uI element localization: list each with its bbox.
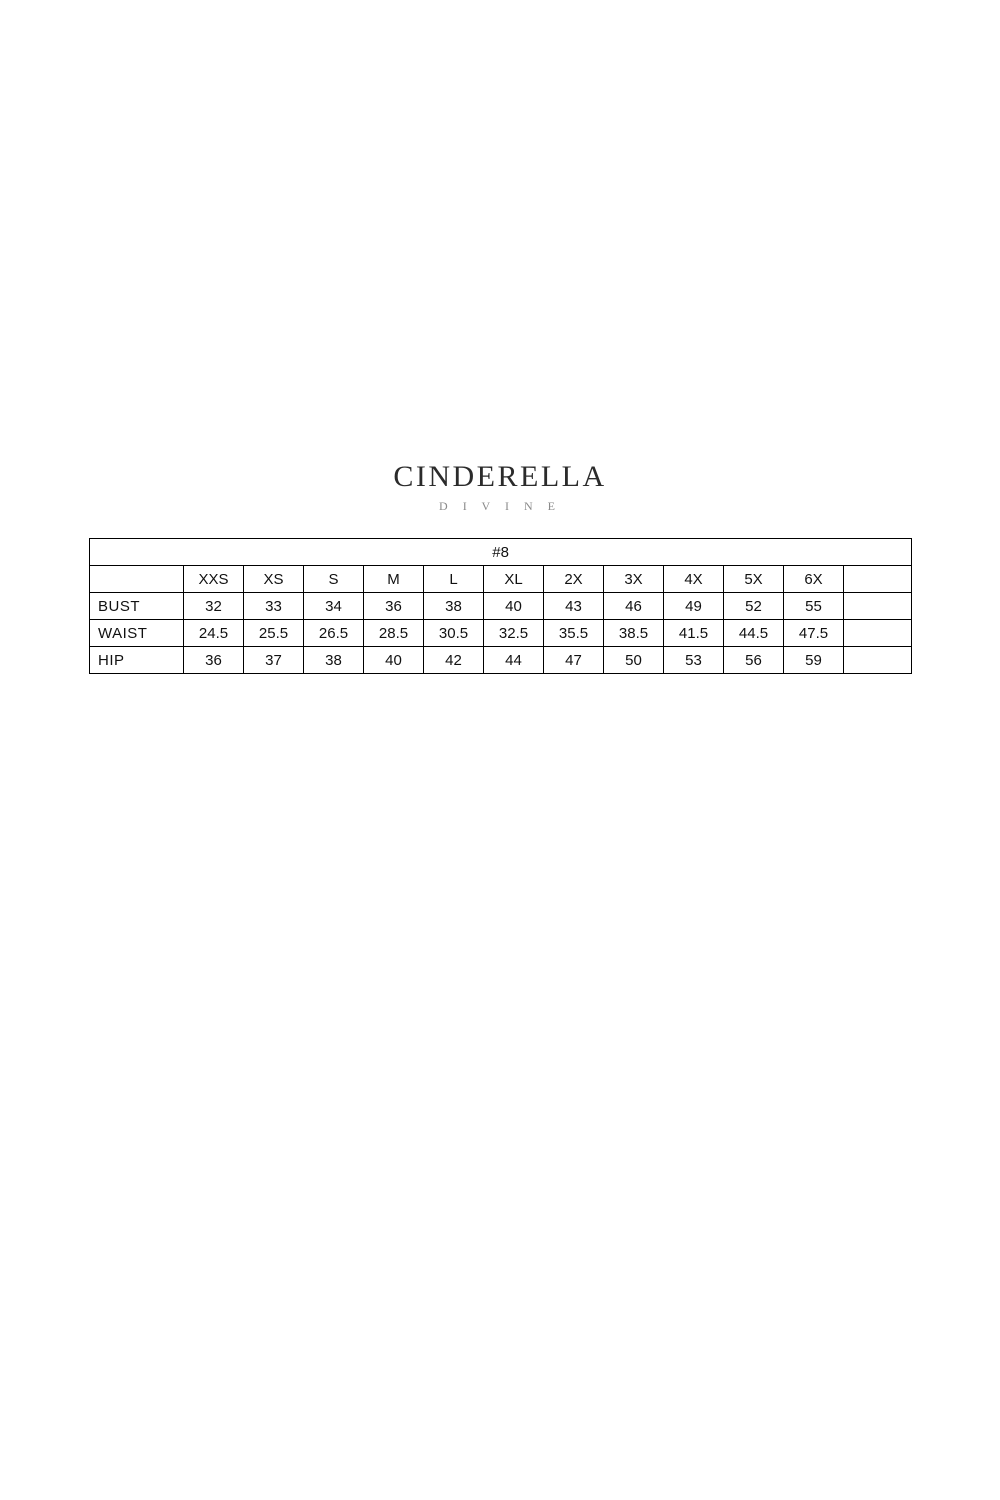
size-header-xxs: XXS <box>184 566 244 593</box>
row-label-hip: HIP <box>90 647 184 674</box>
size-header-6x: 6X <box>784 566 844 593</box>
waist-s: 26.5 <box>304 620 364 647</box>
brand-logo <box>0 462 1000 512</box>
waist-l: 30.5 <box>424 620 484 647</box>
hip-xs: 37 <box>244 647 304 674</box>
row-label-waist: WAIST <box>90 620 184 647</box>
hip-3x: 50 <box>604 647 664 674</box>
size-header-m: M <box>364 566 424 593</box>
bust-4x: 49 <box>664 593 724 620</box>
table-row <box>90 593 912 620</box>
size-chart-container <box>89 538 911 674</box>
waist-4x: 41.5 <box>664 620 724 647</box>
hip-6x: 59 <box>784 647 844 674</box>
hip-5x: 56 <box>724 647 784 674</box>
size-header-2x: 2X <box>544 566 604 593</box>
size-chart-table <box>89 538 912 674</box>
bust-l: 38 <box>424 593 484 620</box>
row-label-bust: BUST <box>90 593 184 620</box>
size-header-s: S <box>304 566 364 593</box>
bust-6x: 55 <box>784 593 844 620</box>
hip-2x: 47 <box>544 647 604 674</box>
waist-2x: 35.5 <box>544 620 604 647</box>
bust-xs: 33 <box>244 593 304 620</box>
size-header-l: L <box>424 566 484 593</box>
size-header-xl: XL <box>484 566 544 593</box>
table-row <box>90 620 912 647</box>
size-header-xs: XS <box>244 566 304 593</box>
header-corner-cell <box>90 566 184 593</box>
bust-xxs: 32 <box>184 593 244 620</box>
hip-tail-cell <box>844 647 912 674</box>
waist-3x: 38.5 <box>604 620 664 647</box>
bust-s: 34 <box>304 593 364 620</box>
hip-4x: 53 <box>664 647 724 674</box>
bust-m: 36 <box>364 593 424 620</box>
size-header-3x: 3X <box>604 566 664 593</box>
waist-tail-cell <box>844 620 912 647</box>
waist-xs: 25.5 <box>244 620 304 647</box>
waist-xxs: 24.5 <box>184 620 244 647</box>
hip-l: 42 <box>424 647 484 674</box>
hip-s: 38 <box>304 647 364 674</box>
brand-name: CINDERELLA <box>393 460 607 493</box>
style-number-row <box>90 539 912 566</box>
hip-xl: 44 <box>484 647 544 674</box>
bust-2x: 43 <box>544 593 604 620</box>
hip-xxs: 36 <box>184 647 244 674</box>
bust-5x: 52 <box>724 593 784 620</box>
size-header-4x: 4X <box>664 566 724 593</box>
style-number-cell: #8 <box>90 539 912 566</box>
waist-xl: 32.5 <box>484 620 544 647</box>
brand-subtitle: D I V I N E <box>439 499 561 513</box>
size-header-row <box>90 566 912 593</box>
waist-m: 28.5 <box>364 620 424 647</box>
waist-6x: 47.5 <box>784 620 844 647</box>
size-header-5x: 5X <box>724 566 784 593</box>
bust-tail-cell <box>844 593 912 620</box>
hip-m: 40 <box>364 647 424 674</box>
bust-3x: 46 <box>604 593 664 620</box>
bust-xl: 40 <box>484 593 544 620</box>
header-tail-cell <box>844 566 912 593</box>
table-row <box>90 647 912 674</box>
waist-5x: 44.5 <box>724 620 784 647</box>
